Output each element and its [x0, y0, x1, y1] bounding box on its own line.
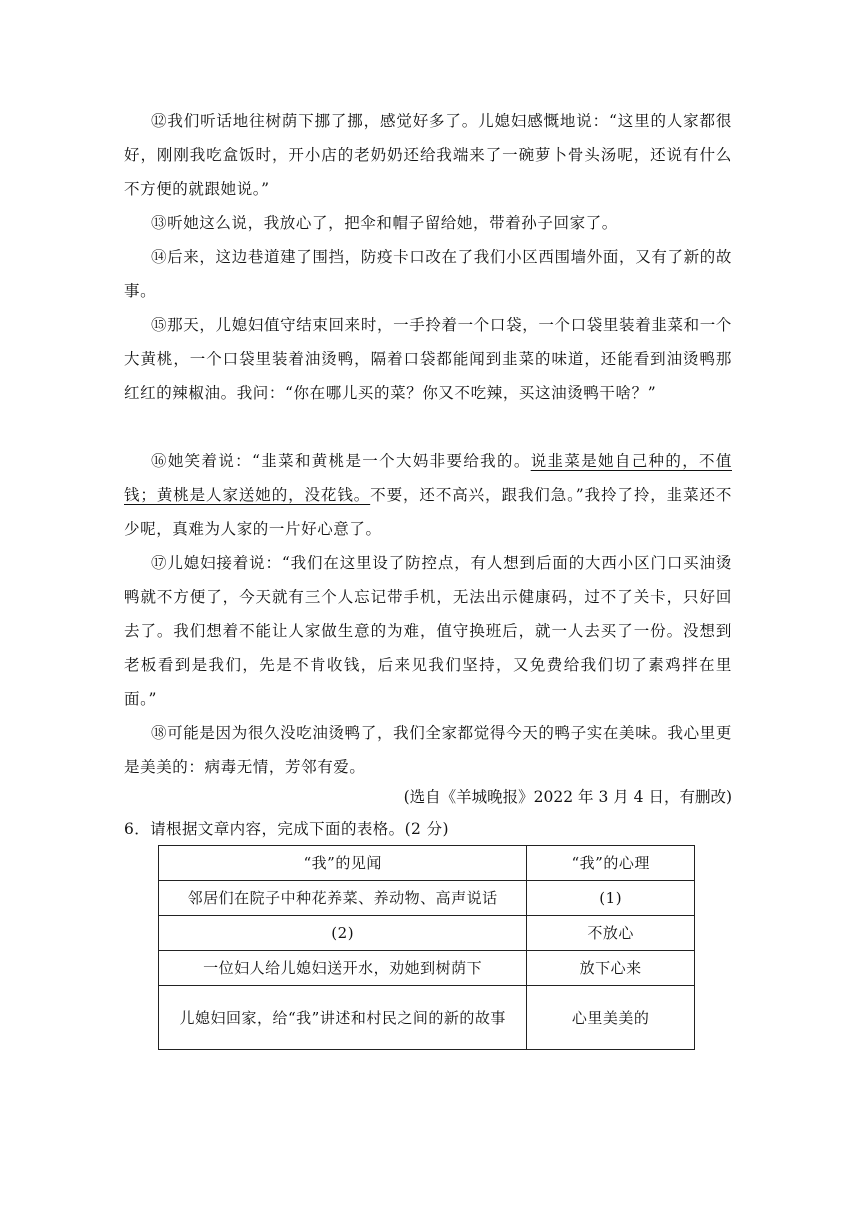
paragraph-17: ⑰儿媳妇接着说：“我们在这里设了防控点，有人想到后面的大西小区门口买油烫鸭就不方便了，今天就有三个人忘记带手机，无法出示健康码，过不了关卡，只好回去了。我们想着不能让人家做生意的为难，值守换班后，就一人去买了一份。没想到老板看到是我们，先是不肯收钱，后来见我们坚持，又免费给我们切了素鸡拌在里面。”	[124, 554, 732, 708]
table-cell: 心里美美的	[527, 986, 695, 1050]
paragraph-16-underlined-sentence: 说韭菜是她自己种的，不值钱；黄桃是人家送她的，没花钱。	[124, 452, 732, 504]
table-cell: 不放心	[527, 916, 695, 951]
table-row	[159, 916, 695, 951]
table-row	[159, 986, 695, 1050]
table-header-cell: “我”的见闻	[159, 846, 527, 881]
table-cell: 一位妇人给儿媳妇送开水，劝她到树荫下	[159, 951, 527, 986]
paragraph-18: ⑱可能是因为很久没吃油烫鸭了，我们全家都觉得今天的鸭子实在美味。我心里更是美美的：病毒无情，芳邻有爱。	[124, 724, 732, 776]
table-row	[159, 951, 695, 986]
table-cell-blank-1: (1)	[527, 881, 695, 916]
paragraph-13: ⑬听她这么说，我放心了，把伞和帽子留给她，带着孙子回家了。	[151, 214, 618, 232]
paragraph-16-text-before: ⑯她笑着说：“韭菜和黄桃是一个大妈非要给我的。	[151, 452, 531, 470]
table-cell: 邻居们在院子中种花养菜、养动物、高声说话	[159, 881, 527, 916]
question-6: 6．请根据文章内容，完成下面的表格。(2 分)	[124, 820, 449, 838]
answer-table	[158, 845, 695, 1050]
paragraph-12: ⑫我们听话地往树荫下挪了挪，感觉好多了。儿媳妇感慨地说：“这里的人家都很好，刚刚我吃盒饭时，开小店的老奶奶还给我端来了一碗萝卜骨头汤呢，还说有什么不方便的就跟她说。”	[124, 112, 732, 198]
table-header-cell: “我”的心理	[527, 846, 695, 881]
table-cell-blank-2: (2)	[159, 916, 527, 951]
table-cell: 儿媳妇回家，给“我”讲述和村民之间的新的故事	[159, 986, 527, 1050]
table-cell: 放下心来	[527, 951, 695, 986]
source-citation: (选自《羊城晚报》2022 年 3 月 4 日，有删改)	[403, 788, 732, 806]
table-header-row	[159, 846, 695, 881]
paragraph-14: ⑭后来，这边巷道建了围挡，防疫卡口改在了我们小区西围墙外面，又有了新的故事。	[124, 248, 732, 300]
paragraph-15: ⑮那天，儿媳妇值守结束回来时，一手拎着一个口袋，一个口袋里装着韭菜和一个大黄桃，一个口袋里装着油烫鸭，隔着口袋都能闻到韭菜的味道，还能看到油烫鸭那红红的辣椒油。我问：“你在哪儿买的菜？你又不吃辣，买这油烫鸭干啥？”	[124, 316, 732, 402]
paragraph-16	[124, 444, 732, 546]
table-row	[159, 881, 695, 916]
paragraph-16-text-after: 不要，还不高兴，跟我们急。”我拎了拎，韭菜还不少呢，真难为人家的一片好心意了。	[124, 486, 732, 538]
